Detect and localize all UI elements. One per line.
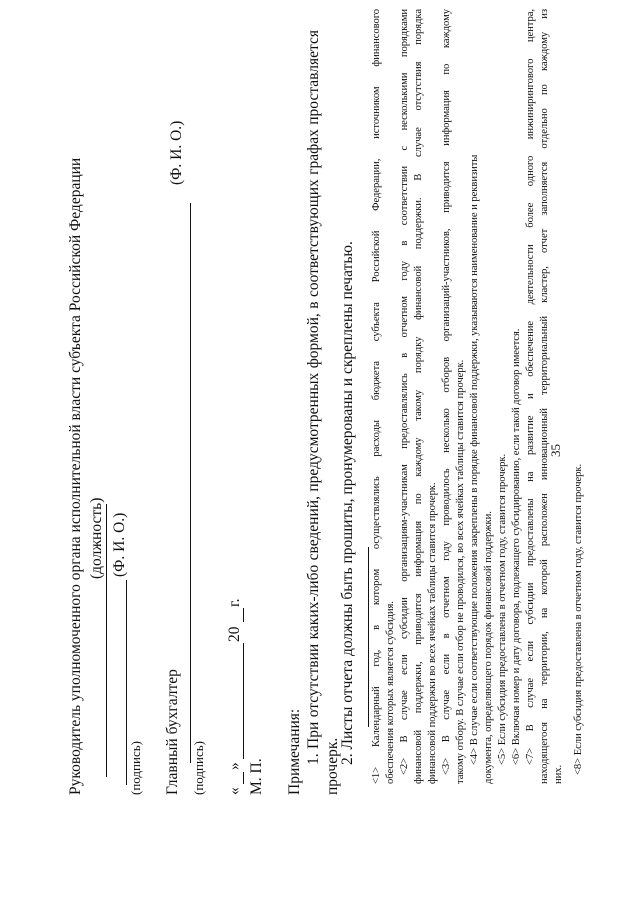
note-2: 2. Листы отчета должны быть прошиты, пронумерованы и скреплены печатью. [339, 241, 356, 765]
footnote-3-line-2: такому отбору. В случае если отбор не проводился, во всех ячейках таблицы ставится прочерк. [455, 359, 466, 784]
head-title: Руководитель уполномоченного органа исполнительной власти субъекта Российской Федерации [67, 157, 84, 795]
year-suffix: г. [226, 598, 243, 607]
signature-line-1 [126, 580, 127, 785]
position-hint: (должность) [88, 497, 105, 579]
accountant-name-line [190, 203, 191, 763]
day-line [243, 772, 244, 784]
page-number: 35 [548, 444, 563, 457]
footnote-3-line-1: <3> В случае если в отчетном году проводилось несколько отборов организаций-участников, приводится информация по каждому [441, 9, 452, 775]
accountant-title: Главный бухгалтер [164, 669, 181, 795]
note-1-line-2: прочерк. [324, 737, 341, 795]
name-hint-1: (Ф. И. О.) [111, 512, 128, 577]
position-line [106, 504, 107, 777]
footnote-1-line-2: обеспечения которых является субсидия. [385, 601, 396, 784]
footnote-2-line-3: финансовой поддержки во всех ячейках таблицы ставится прочерк. [427, 482, 438, 784]
footnote-6: <6> Включая номер и дату договора, подлежащего субсидированию, если такой договор имеется. [511, 328, 522, 765]
footnote-2-line-2: финансовой поддержки, приводится информация по каждому такому порядку финансовой поддержки. В случае отсутствия порядка [413, 9, 424, 784]
footnote-8: <8> Если субсидия предоставлена в отчетном году, ставится прочерк. [573, 463, 584, 775]
date-close-quote: » [226, 762, 243, 770]
year-prefix: 20 [226, 626, 243, 642]
footnote-5: <5> Если субсидия предоставлена в отчетном году, ставится прочерк. [497, 453, 508, 765]
stamp-mark: М. П. [248, 758, 265, 795]
footnote-7-line-3: них. [553, 764, 564, 784]
name-hint-2: (Ф. И. О.) [168, 120, 185, 185]
footnote-2-line-1: <2> В случае если субсидии организациям-участникам предоставлялись в отчетном году в соответствии с несколькими порядками [399, 9, 410, 775]
month-line [243, 643, 244, 759]
footnote-4-line-2: документа, определяющего порядок финансовой поддержки. [483, 511, 494, 784]
footnote-7-line-2: находящегося на территории, на которой расположен инновационный территориальный кластер, отчет заполняется отдельно по каждому из [539, 9, 550, 784]
year-line [243, 608, 244, 622]
footnote-4-line-1: <4> В случае если соответствующие положения закреплены в порядке финансовой поддержки, указываются наименование и реквизиты [469, 154, 480, 765]
footnote-1-line-1: <1> Календарный год, в котором осуществлялись расходы бюджета субъекта Российской Федерации, источником финансового [371, 9, 382, 784]
date-open-quote: « [226, 787, 243, 795]
note-1-line-1: 1. При отсутствии каких-либо сведений, предусмотренных формой, в соответствующих графах проставляется [305, 30, 322, 765]
signature-hint-2: (подпись) [191, 741, 206, 795]
notes-heading: Примечания: [286, 708, 303, 795]
footnote-7-line-1: <7> В случае если субсидии предоставлены на развитие и обеспечение деятельности более одного инжинирингового центра, [525, 9, 536, 765]
signature-hint-1: (подпись) [128, 741, 143, 795]
footnote-separator [368, 547, 369, 727]
